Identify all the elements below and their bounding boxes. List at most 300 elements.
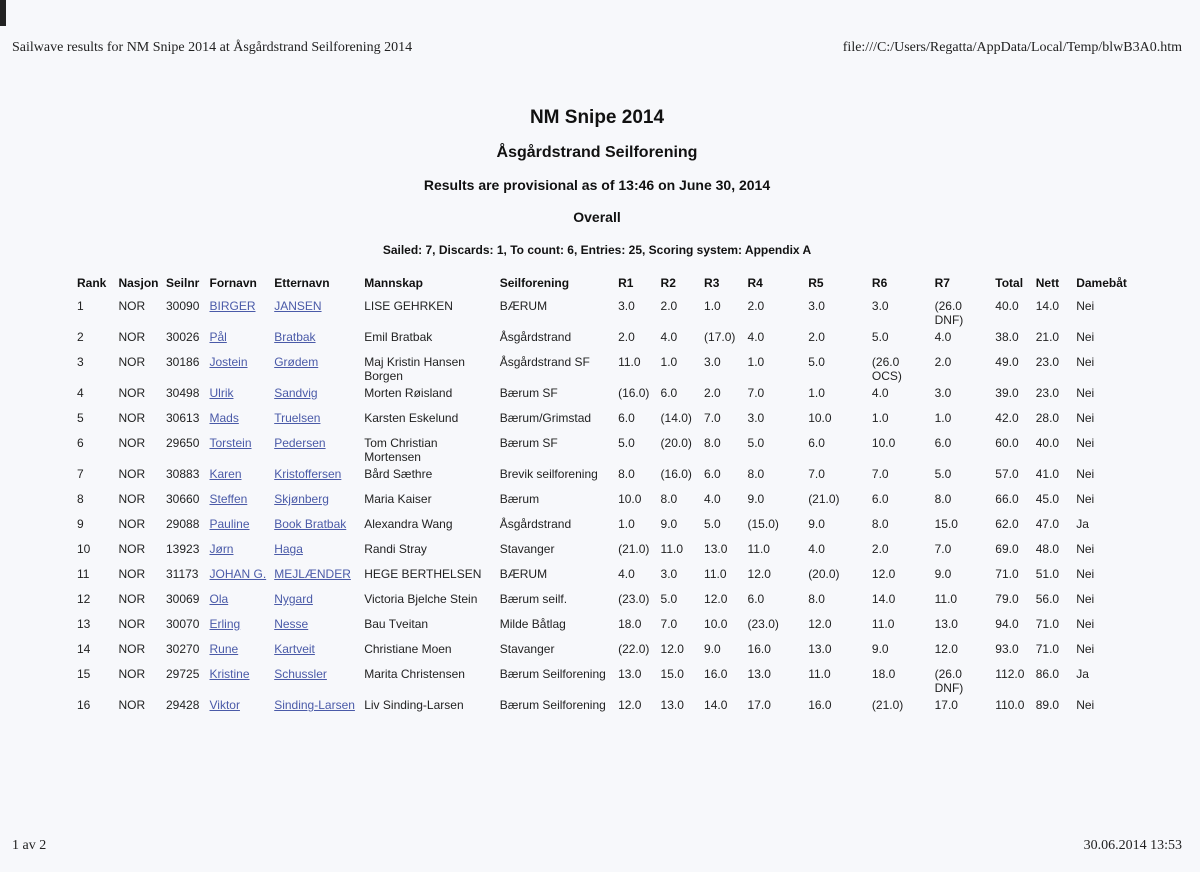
cell-r2: 6.0	[660, 386, 678, 400]
fornavn-link[interactable]: Torstein	[209, 436, 252, 450]
cell-r3: 3.0	[704, 355, 721, 369]
cell-r3: 2.0	[704, 386, 721, 400]
cell-r6: (21.0)	[871, 698, 904, 712]
cell-nett: 21.0	[1035, 330, 1060, 344]
column-header-fornavn: Fornavn	[209, 276, 257, 290]
cell-mannskap: LISE GEHRKEN	[364, 299, 453, 313]
cell-mannskap: Bård Sæthre	[364, 467, 433, 481]
cell-rank: 2	[77, 330, 84, 344]
cell-seilnr: 30660	[166, 492, 200, 506]
cell-nett: 23.0	[1035, 355, 1060, 369]
cell-damebat: Nei	[1076, 642, 1095, 656]
cell-r5: 9.0	[808, 517, 825, 531]
table-row	[73, 564, 1133, 589]
cell-fornavn	[205, 464, 270, 489]
cell-seilforening: Bærum seilf.	[499, 592, 568, 606]
cell-r6: 11.0	[871, 617, 895, 631]
cell-rank: 10	[77, 542, 91, 556]
cell-r3: 10.0	[704, 617, 728, 631]
cell-r7: 11.0	[934, 592, 958, 606]
cell-total: 38.0	[995, 330, 1019, 344]
cell-seilnr: 13923	[166, 542, 200, 556]
cell-seilnr: 29650	[166, 436, 200, 450]
cell-seilforening: Bærum SF	[499, 436, 558, 450]
cell-mannskap: Tom Christian Mortensen	[364, 436, 438, 464]
cell-nett: 23.0	[1035, 386, 1060, 400]
cell-mannskap: Victoria Bjelche Stein	[364, 592, 478, 606]
cell-r4: 11.0	[747, 542, 770, 556]
cell-r1: (23.0)	[618, 592, 650, 606]
etternavn-link[interactable]: Haga	[274, 542, 303, 556]
cell-damebat: Nei	[1076, 411, 1095, 425]
cell-r3: 9.0	[704, 642, 721, 656]
cell-etternavn	[270, 614, 360, 639]
cell-r1: 18.0	[618, 617, 642, 631]
cell-r2: 12.0	[660, 642, 684, 656]
section-title: Overall	[573, 209, 621, 225]
cell-r2: 3.0	[660, 567, 678, 581]
print-header-title: Sailwave results for NM Snipe 2014 at Åsgårdstrand Seilforening 2014	[12, 40, 413, 55]
cell-rank: 6	[77, 436, 84, 450]
cell-r5: 10.0	[808, 411, 832, 425]
cell-total: 112.0	[995, 667, 1025, 681]
table-body	[73, 296, 1133, 720]
cell-r4: 2.0	[747, 299, 765, 313]
cell-r4: 12.0	[747, 567, 771, 581]
cell-seilnr: 30186	[166, 355, 200, 369]
cell-seilforening: Bærum	[499, 492, 540, 506]
cell-r6: 7.0	[871, 467, 889, 481]
table-row	[73, 408, 1133, 433]
etternavn-link[interactable]: Truelsen	[274, 411, 321, 425]
cell-r6: 10.0	[871, 436, 896, 450]
etternavn-link[interactable]: Sandvig	[274, 386, 318, 400]
event-title: NM Snipe 2014	[529, 107, 665, 128]
fornavn-link[interactable]: Pål	[209, 330, 227, 344]
cell-total: 49.0	[995, 355, 1019, 369]
cell-r1: 2.0	[618, 330, 635, 344]
fornavn-link[interactable]: Steffen	[209, 492, 248, 506]
cell-seilforening: Åsgårdstrand	[499, 517, 572, 531]
fornavn-link[interactable]: JOHAN G.	[209, 567, 267, 581]
cell-total: 79.0	[995, 592, 1019, 606]
cell-r1: 5.0	[618, 436, 635, 450]
cell-mannskap: Marita Christensen	[364, 667, 465, 681]
cell-etternavn	[270, 539, 360, 564]
cell-r4: (23.0)	[747, 617, 779, 631]
cell-mannskap: Morten Røisland	[364, 386, 453, 400]
cell-etternavn	[270, 514, 360, 539]
cell-r4: 4.0	[747, 330, 765, 344]
table-row	[73, 695, 1133, 720]
cell-r4: 8.0	[747, 467, 765, 481]
cell-nasjon: NOR	[118, 617, 146, 631]
cell-fornavn	[205, 639, 270, 664]
cell-rank: 1	[77, 299, 84, 313]
cell-r5: 11.0	[808, 667, 831, 681]
cell-mannskap: Randi Stray	[364, 542, 427, 556]
cell-fornavn	[205, 589, 270, 614]
cell-r3: 14.0	[704, 698, 728, 712]
cell-r4: (15.0)	[747, 517, 779, 531]
results-heading	[0, 104, 1194, 258]
cell-r1: 8.0	[618, 467, 635, 481]
cell-etternavn	[270, 564, 360, 589]
cell-etternavn	[270, 639, 360, 664]
cell-r5: (21.0)	[808, 492, 840, 506]
cell-seilforening: Stavanger	[499, 642, 555, 656]
etternavn-link[interactable]: Pedersen	[274, 436, 326, 450]
cell-mannskap: Alexandra Wang	[364, 517, 453, 531]
cell-damebat: Nei	[1076, 330, 1095, 344]
cell-r6: 1.0	[871, 411, 889, 425]
table-row	[73, 639, 1133, 664]
cell-nett: 51.0	[1035, 567, 1060, 581]
cell-r7: 13.0	[934, 617, 958, 631]
cell-seilforening: BÆRUM	[499, 299, 548, 313]
cell-r6: 3.0	[871, 299, 889, 313]
column-header-damebat: Damebåt	[1076, 276, 1127, 290]
table-row	[73, 589, 1133, 614]
cell-r3: 12.0	[704, 592, 728, 606]
cell-mannskap: HEGE BERTHELSEN	[364, 567, 482, 581]
cell-r2: 15.0	[660, 667, 684, 681]
cell-r7: 2.0	[934, 355, 952, 369]
cell-seilnr: 31173	[166, 567, 199, 581]
cell-fornavn	[205, 352, 270, 383]
cell-nett: 48.0	[1035, 542, 1060, 556]
cell-total: 110.0	[995, 698, 1025, 712]
cell-r5: (20.0)	[808, 567, 840, 581]
cell-rank: 7	[77, 467, 84, 481]
cell-r2: (14.0)	[660, 411, 692, 425]
cell-r6: 6.0	[871, 492, 889, 506]
cell-damebat: Nei	[1076, 355, 1095, 369]
fornavn-link[interactable]: BIRGER	[209, 299, 256, 313]
cell-rank: 4	[77, 386, 84, 400]
column-header-mannskap: Mannskap	[364, 276, 423, 290]
cell-r2: (16.0)	[660, 467, 692, 481]
cell-r6: 9.0	[871, 642, 889, 656]
fornavn-link[interactable]: Jostein	[209, 355, 248, 369]
cell-rank: 13	[77, 617, 91, 631]
cell-r1: 3.0	[618, 299, 635, 313]
table-row	[73, 514, 1133, 539]
cell-seilnr: 30090	[166, 299, 200, 313]
cell-r5: 7.0	[808, 467, 825, 481]
cell-mannskap: Maria Kaiser	[364, 492, 432, 506]
cell-nasjon: NOR	[118, 592, 146, 606]
cell-r6: 2.0	[871, 542, 889, 556]
cell-r2: 1.0	[660, 355, 678, 369]
cell-nasjon: NOR	[118, 667, 146, 681]
fornavn-link[interactable]: Mads	[209, 411, 239, 425]
print-header-url: file:///C:/Users/Regatta/AppData/Local/Temp/blwB3A0.htm	[842, 40, 1182, 55]
table-row	[73, 296, 1133, 327]
cell-fornavn	[205, 433, 270, 464]
cell-seilnr: 29088	[166, 517, 200, 531]
cell-damebat: Nei	[1076, 698, 1095, 712]
cell-damebat: Nei	[1076, 592, 1095, 606]
cell-r7: 9.0	[934, 567, 952, 581]
cell-seilnr: 30070	[166, 617, 200, 631]
cell-etternavn	[270, 489, 360, 514]
cell-nett: 71.0	[1035, 617, 1060, 631]
print-footer	[12, 838, 1182, 854]
column-header-r5: R5	[808, 276, 824, 290]
cell-fornavn	[205, 614, 270, 639]
cell-etternavn	[270, 589, 360, 614]
cell-damebat: Nei	[1076, 542, 1095, 556]
cell-r1: 13.0	[618, 667, 642, 681]
cell-damebat: Ja	[1076, 517, 1089, 531]
cell-fornavn	[205, 383, 270, 408]
cell-r3: (17.0)	[704, 330, 736, 344]
cell-fornavn	[205, 695, 270, 720]
cell-rank: 16	[77, 698, 91, 712]
cell-seilnr: 29725	[166, 667, 200, 681]
cell-seilnr: 29428	[166, 698, 200, 712]
cell-damebat: Nei	[1076, 299, 1095, 313]
etternavn-link[interactable]: MEJLÆNDER	[274, 567, 351, 581]
cell-r7: (26.0 DNF)	[934, 299, 964, 327]
cell-r4: 13.0	[747, 667, 771, 681]
table-row	[73, 327, 1133, 352]
cell-r2: 7.0	[660, 617, 678, 631]
fornavn-link[interactable]: Ulrik	[209, 386, 234, 400]
cell-nett: 86.0	[1035, 667, 1060, 681]
table-row	[73, 464, 1133, 489]
fornavn-link[interactable]: Ola	[209, 592, 229, 606]
cell-nasjon: NOR	[118, 355, 146, 369]
cell-total: 42.0	[995, 411, 1019, 425]
cell-r4: 6.0	[747, 592, 765, 606]
print-timestamp: 30.06.2014 13:53	[1083, 838, 1182, 853]
cell-r2: 11.0	[660, 542, 684, 556]
cell-total: 39.0	[995, 386, 1019, 400]
cell-r3: 5.0	[704, 517, 721, 531]
cell-r4: 5.0	[747, 436, 765, 450]
cell-r2: 2.0	[660, 299, 678, 313]
cell-r7: 3.0	[934, 386, 952, 400]
cell-rank: 11	[77, 567, 90, 581]
cell-seilforening: Bærum Seilforening	[499, 667, 606, 681]
table-row	[73, 614, 1133, 639]
column-header-r4: R4	[747, 276, 763, 290]
fornavn-link[interactable]: Rune	[209, 642, 239, 656]
cell-seilnr: 30026	[166, 330, 200, 344]
cell-etternavn	[270, 352, 360, 383]
cell-nett: 45.0	[1035, 492, 1060, 506]
cell-r7: 17.0	[934, 698, 958, 712]
etternavn-link[interactable]: Grødem	[274, 355, 319, 369]
cell-etternavn	[270, 695, 360, 720]
cell-damebat: Ja	[1076, 667, 1089, 681]
fornavn-link[interactable]: Jørn	[209, 542, 234, 556]
cell-nasjon: NOR	[118, 642, 146, 656]
column-header-nett: Nett	[1035, 276, 1060, 290]
cell-r6: 12.0	[871, 567, 896, 581]
fornavn-link[interactable]: Kristine	[209, 667, 250, 681]
cell-r1: 10.0	[618, 492, 642, 506]
cell-r5: 6.0	[808, 436, 825, 450]
cell-r5: 5.0	[808, 355, 825, 369]
cell-mannskap: Liv Sinding-Larsen	[364, 698, 464, 712]
cell-r3: 13.0	[704, 542, 728, 556]
column-header-r1: R1	[618, 276, 634, 290]
cell-seilforening: Åsgårdstrand	[499, 330, 572, 344]
cell-etternavn	[270, 433, 360, 464]
cell-rank: 5	[77, 411, 84, 425]
cell-r4: 16.0	[747, 642, 771, 656]
cell-seilnr: 30613	[166, 411, 200, 425]
fornavn-link[interactable]: Karen	[209, 467, 242, 481]
etternavn-link[interactable]: Kartveit	[274, 642, 315, 656]
cell-etternavn	[270, 664, 360, 695]
fornavn-link[interactable]: Viktor	[209, 698, 240, 712]
cell-nett: 89.0	[1035, 698, 1060, 712]
cell-r7: 6.0	[934, 436, 952, 450]
cell-fornavn	[205, 514, 270, 539]
results-status: Results are provisional as of 13:46 on June 30, 2014	[423, 177, 771, 193]
cell-r4: 7.0	[747, 386, 765, 400]
cell-r2: 4.0	[660, 330, 678, 344]
cell-r3: 7.0	[704, 411, 721, 425]
cell-nasjon: NOR	[118, 567, 146, 581]
cell-r5: 3.0	[808, 299, 825, 313]
cell-fornavn	[205, 296, 270, 327]
etternavn-link[interactable]: Skjønberg	[274, 492, 329, 506]
cell-nasjon: NOR	[118, 517, 146, 531]
fornavn-link[interactable]: Pauline	[209, 517, 250, 531]
cell-rank: 9	[77, 517, 84, 531]
cell-rank: 15	[77, 667, 91, 681]
table-row	[73, 433, 1133, 464]
cell-r7: 5.0	[934, 467, 952, 481]
cell-total: 57.0	[995, 467, 1019, 481]
cell-rank: 14	[77, 642, 91, 656]
cell-r6: 5.0	[871, 330, 889, 344]
column-header-r3: R3	[704, 276, 720, 290]
cell-damebat: Nei	[1076, 492, 1095, 506]
cell-r6: 14.0	[871, 592, 896, 606]
cell-damebat: Nei	[1076, 567, 1095, 581]
cell-r6: 8.0	[871, 517, 889, 531]
cell-r1: 6.0	[618, 411, 635, 425]
cell-rank: 8	[77, 492, 84, 506]
etternavn-link[interactable]: JANSEN	[274, 299, 322, 313]
cell-r6: (26.0 OCS)	[871, 355, 902, 383]
cell-damebat: Nei	[1076, 386, 1095, 400]
etternavn-link[interactable]: Bratbak	[274, 330, 316, 344]
cell-r3: 16.0	[704, 667, 728, 681]
cell-r1: 12.0	[618, 698, 642, 712]
cell-etternavn	[270, 383, 360, 408]
cell-r5: 13.0	[808, 642, 832, 656]
results-table	[73, 272, 1133, 720]
cell-mannskap: Emil Bratbak	[364, 330, 433, 344]
cell-r1: 1.0	[618, 517, 635, 531]
table-row	[73, 539, 1133, 564]
column-header-r7: R7	[934, 276, 950, 290]
fornavn-link[interactable]: Erling	[209, 617, 241, 631]
cell-nett: 71.0	[1035, 642, 1060, 656]
etternavn-link[interactable]: Book Bratbak	[274, 517, 347, 531]
etternavn-link[interactable]: Sinding-Larsen	[274, 698, 355, 712]
etternavn-link[interactable]: Nygard	[274, 592, 313, 606]
cell-r2: (20.0)	[660, 436, 692, 450]
table-header-row	[73, 272, 1133, 296]
cell-r5: 4.0	[808, 542, 825, 556]
cell-mannskap: Bau Tveitan	[364, 617, 429, 631]
cell-seilforening: Milde Båtlag	[499, 617, 566, 631]
cell-r1: (21.0)	[618, 542, 650, 556]
table-row	[73, 489, 1133, 514]
cell-damebat: Nei	[1076, 467, 1095, 481]
cell-fornavn	[205, 327, 270, 352]
page-number: 1 av 2	[12, 838, 47, 853]
column-header-etternavn: Etternavn	[274, 276, 330, 290]
cell-r5: 8.0	[808, 592, 825, 606]
column-header-rank: Rank	[77, 276, 107, 290]
cell-total: 66.0	[995, 492, 1019, 506]
cell-r7: 8.0	[934, 492, 952, 506]
cell-mannskap: Christiane Moen	[364, 642, 452, 656]
cell-r7: 15.0	[934, 517, 958, 531]
print-header	[12, 40, 1182, 56]
cell-fornavn	[205, 564, 270, 589]
cell-rank: 3	[77, 355, 84, 369]
cell-nasjon: NOR	[118, 436, 146, 450]
scan-edge-mark	[0, 0, 6, 26]
etternavn-link[interactable]: Kristoffersen	[274, 467, 342, 481]
cell-total: 69.0	[995, 542, 1019, 556]
cell-r4: 17.0	[747, 698, 771, 712]
cell-r5: 12.0	[808, 617, 832, 631]
cell-seilforening: Brevik seilforening	[499, 467, 598, 481]
cell-mannskap: Karsten Eskelund	[364, 411, 459, 425]
cell-r7: 12.0	[934, 642, 958, 656]
cell-r5: 1.0	[808, 386, 825, 400]
cell-fornavn	[205, 539, 270, 564]
cell-nett: 28.0	[1035, 411, 1060, 425]
etternavn-link[interactable]: Schussler	[274, 667, 327, 681]
cell-r7: (26.0 DNF)	[934, 667, 964, 695]
cell-r1: 4.0	[618, 567, 635, 581]
cell-damebat: Nei	[1076, 436, 1095, 450]
cell-etternavn	[270, 408, 360, 433]
cell-seilforening: Åsgårdstrand SF	[499, 355, 590, 369]
column-header-seilforening: Seilforening	[499, 276, 570, 290]
cell-total: 60.0	[995, 436, 1019, 450]
cell-r1: (22.0)	[618, 642, 650, 656]
cell-seilforening: Stavanger	[499, 542, 555, 556]
cell-rank: 12	[77, 592, 91, 606]
cell-fornavn	[205, 664, 270, 695]
cell-etternavn	[270, 296, 360, 327]
cell-r5: 2.0	[808, 330, 825, 344]
cell-r6: 18.0	[871, 667, 896, 681]
cell-seilforening: BÆRUM	[499, 567, 548, 581]
cell-r3: 8.0	[704, 436, 721, 450]
cell-seilforening: Bærum/Grimstad	[499, 411, 592, 425]
cell-r5: 16.0	[808, 698, 832, 712]
etternavn-link[interactable]: Nesse	[274, 617, 309, 631]
cell-nasjon: NOR	[118, 330, 146, 344]
cell-r1: (16.0)	[618, 386, 650, 400]
column-header-r6: R6	[871, 276, 888, 290]
cell-r4: 3.0	[747, 411, 765, 425]
